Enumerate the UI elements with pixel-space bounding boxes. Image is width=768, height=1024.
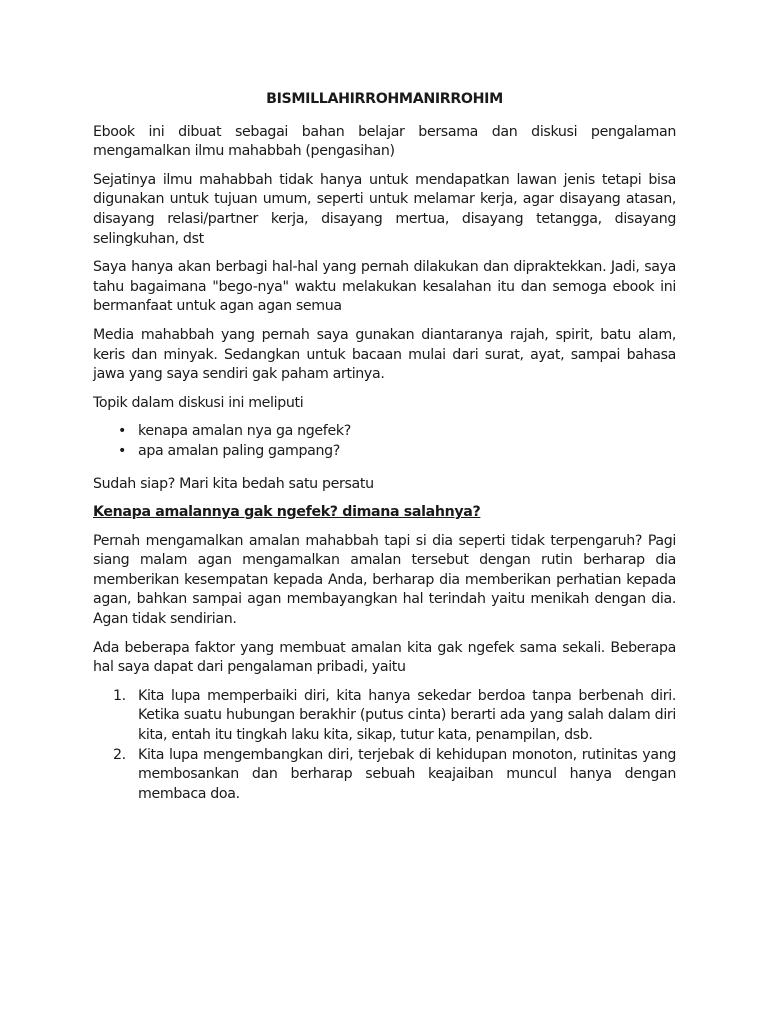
list-item-text: apa amalan paling gampang? (138, 442, 340, 459)
list-item-text: kenapa amalan nya ga ngefek? (138, 423, 351, 440)
section-heading: Kenapa amalannya gak ngefek? dimana salahnya? (93, 504, 481, 521)
list-item (93, 442, 676, 462)
topic-list (93, 422, 676, 461)
list-item (93, 746, 676, 805)
paragraph-topik-intro: Topik dalam diskusi ini meliputi (93, 394, 304, 411)
bullet-icon: • (118, 442, 127, 459)
paragraph-pernah: Pernah mengamalkan amalan mahabbah tapi si dia seperti tidak terpengaruh? Pagi siang malam agan mengamalkan amalan tersebut dengan rutin berharap dia memberikan kesempatan kepada Anda, berharap dia memberikan perhatian kepada agan, bahkan sampai agan membayangkan hal terindah yaitu menikah dengan dia. Agan tidak sendirian. (93, 532, 676, 628)
list-number: 1. (113, 687, 126, 704)
paragraph-sejatinya: Sejatinya ilmu mahabbah tidak hanya untuk mendapatkan lawan jenis tetapi bisa digunakan untuk tujuan umum, seperti untuk melamar kerja, agar disayang atasan, disayang relasi/partner kerja, disayang mertua, disayang tetangga, disayang selingkuhan, dst (93, 171, 676, 247)
list-number: 2. (113, 746, 126, 763)
factor-list (93, 687, 676, 805)
paragraph-sudah-siap: Sudah siap? Mari kita bedah satu persatu (93, 475, 374, 492)
document-page (93, 90, 676, 804)
paragraph-berbagi: Saya hanya akan berbagi hal-hal yang pernah dilakukan dan dipraktekkan. Jadi, saya tahu bagaimana "bego-nya" waktu melakukan kesalahan itu dan semoga ebook ini bermanfaat untuk agan agan semua (93, 259, 676, 315)
paragraph-intro: Ebook ini dibuat sebagai bahan belajar bersama dan diskusi pengalaman mengamalkan ilmu mahabbah (pengasihan) (93, 123, 676, 160)
list-item-text: Kita lupa memperbaiki diri, kita hanya sekedar berdoa tanpa berbenah diri. Ketika suatu hubungan berakhir (putus cinta) berarti ada yang salah dalam diri kita, entah itu tingkah laku kita, sikap, tutur kata, penampilan, dsb. (138, 687, 676, 744)
paragraph-media: Media mahabbah yang pernah saya gunakan diantaranya rajah, spirit, batu alam, keris dan minyak. Sedangkan untuk bacaan mulai dari surat, ayat, sampai bahasa jawa yang saya sendiri gak paham artinya. (93, 326, 676, 383)
list-item (93, 422, 676, 442)
bullet-icon: • (118, 423, 127, 440)
document-title: BISMILLAHIRROHMANIRROHIM (266, 91, 503, 107)
paragraph-faktor: Ada beberapa faktor yang membuat amalan kita gak ngefek sama sekali. Beberapa hal saya dapat dari pengalaman pribadi, yaitu (93, 639, 676, 676)
list-item (93, 687, 676, 746)
list-item-text: Kita lupa mengembangkan diri, terjebak di kehidupan monoton, rutinitas yang membosankan dan berharap sebuah keajaiban muncul hanya dengan membaca doa. (138, 746, 676, 802)
